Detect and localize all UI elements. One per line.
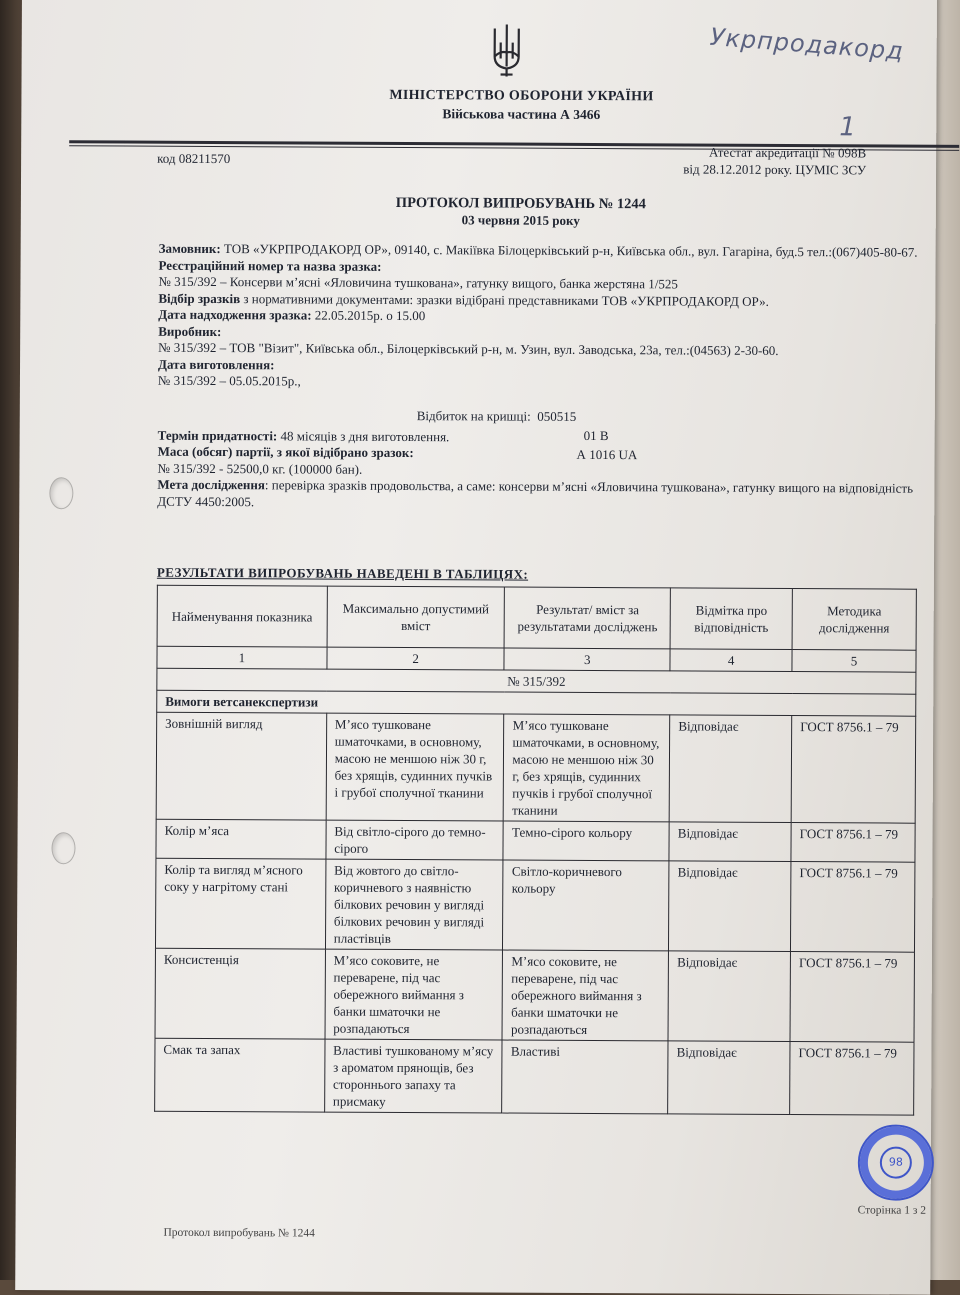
stamp-number: 98 xyxy=(880,1147,912,1179)
indicator-name: Колір м’яса xyxy=(156,819,326,859)
results-heading: РЕЗУЛЬТАТИ ВИПРОБУВАНЬ НАВЕДЕНІ В ТАБЛИЦЯХ: xyxy=(156,564,529,582)
production-label: Дата виготовлення: xyxy=(158,356,275,372)
trident-emblem-icon xyxy=(487,22,527,78)
header-cell: Найменування показника xyxy=(157,585,327,647)
official-stamp xyxy=(858,1124,934,1200)
lid-line1: 050515 xyxy=(537,408,577,424)
purpose-label: Мета дослідження xyxy=(157,476,265,493)
document-page xyxy=(15,0,937,1295)
sample-number: № 315/392 xyxy=(157,668,916,694)
column-number: 1 xyxy=(157,646,327,669)
mass-value: № 315/392 - 52500,0 кг. (100000 бан). xyxy=(157,460,363,477)
compliance-mark: Відповідає xyxy=(669,861,791,952)
result: Світло-коричневого кольору xyxy=(503,860,669,951)
sampling-label: Відбір зразків xyxy=(158,290,241,306)
handwritten-note: Укрпродакорд xyxy=(708,22,905,66)
org-code: код 08211570 xyxy=(157,150,231,167)
table-row xyxy=(156,712,916,823)
footer-protocol: Протокол випробувань № 1244 xyxy=(163,1226,315,1240)
purpose-value: : перевірка зразків продовольства, а саме: консерви м’ясні «Яловичина тушкована», гатунку вищого на відповідність ДСТУ 4450:2005. xyxy=(157,477,914,509)
shelf-label: Термін придатності: xyxy=(157,427,278,443)
compliance-mark: Відповідає xyxy=(669,822,791,862)
method: ГОСТ 8756.1 – 79 xyxy=(790,952,914,1043)
table-row xyxy=(155,948,914,1042)
arrival-label: Дата надходження зразка: xyxy=(158,306,312,323)
accreditation-line2: від 28.12.2012 року. ЦУМІС ЗСУ xyxy=(683,161,867,178)
production-value: № 315/392 – 05.05.2015р., xyxy=(157,372,301,389)
indicator-name: Зовнішній вигляд xyxy=(156,712,326,820)
protocol-date: 03 червня 2015 року xyxy=(461,212,580,228)
manufacturer-value: № 315/392 – ТОВ "Візит", Київська обл., Білоцерківський р-н, м. Узин, вул. Заводська, 23а, тел.:(04563) 2-30-60. xyxy=(158,339,779,358)
table-row xyxy=(155,858,914,952)
column-number: 4 xyxy=(670,649,792,672)
section-title: Вимоги ветсанекспертизи xyxy=(157,690,916,716)
method: ГОСТ 8756.1 – 79 xyxy=(790,1042,914,1116)
result: М’ясо тушковане шматочками, в основному, масою не меншою ніж 30 г, без хрящів, судинних пучків і грубої сполучної тканини xyxy=(504,714,670,822)
method: ГОСТ 8756.1 – 79 xyxy=(791,862,915,953)
purpose xyxy=(157,477,927,514)
protocol-title: ПРОТОКОЛ ВИПРОБУВАНЬ № 1244 xyxy=(395,194,646,213)
protocol-info xyxy=(157,241,928,514)
page-number: Сторінка 1 з 2 xyxy=(857,1204,927,1217)
reg-value: № 315/392 – Консерви м’ясні «Яловичина тушкована», гатунку вищого, банка жерстяна 1/525 xyxy=(158,273,678,292)
table-row xyxy=(155,1038,914,1115)
mass-label: Маса (обсяг) партії, з якої відібрано зразок: xyxy=(157,443,414,461)
max-content: М’ясо тушковане шматочками, в основному, масою не меншою ніж 30 г, без хрящів, судинних пучків і грубої сполучної тканини xyxy=(326,713,504,821)
accreditation xyxy=(641,143,866,178)
arrival-value: 22.05.2015р. о 15.00 xyxy=(314,307,426,324)
punch-hole xyxy=(51,832,75,864)
table-header-row xyxy=(157,585,916,650)
handwritten-page-number: 1 xyxy=(839,112,856,143)
results-table xyxy=(154,585,917,1116)
column-number: 2 xyxy=(327,647,505,670)
indicator-name: Консистенція xyxy=(155,948,325,1039)
max-content: Властиві тушкованому м’ясу з ароматом прянощів, без стороннього запаху та присмаку xyxy=(324,1039,502,1113)
shelf-value: 48 місяців з дня виготовлення. xyxy=(280,427,450,444)
indicator-name: Колір та вигляд м’ясного соку у нагрітому стані xyxy=(155,858,325,949)
lid-line2: 01 В xyxy=(583,427,609,444)
sampling-value: з нормативними документами: зразки відібрані представниками ТОВ «УКРПРОДАКОРД ОР». xyxy=(243,290,769,309)
lid-line3: А 1016 UA xyxy=(576,446,638,463)
column-number: 3 xyxy=(504,648,670,671)
compliance-mark: Відповідає xyxy=(668,1041,790,1115)
result: М’ясо соковите, не переварене, під час обережного виймання з банки шматочки не розпадаються xyxy=(502,950,668,1041)
header-cell: Результат/ вміст за результатами досліджень xyxy=(505,587,671,649)
ministry-title: МІНІСТЕРСТВО ОБОРОНИ УКРАЇНИ xyxy=(389,87,654,105)
result: Властиві xyxy=(502,1040,668,1114)
lid-label: Відбиток на кришці: xyxy=(416,408,531,424)
header-cell: Максимально допустимий вміст xyxy=(327,586,505,648)
indicator-name: Смак та запах xyxy=(155,1038,325,1112)
header-cell: Відмітка про відповідність xyxy=(670,588,792,650)
compliance-mark: Відповідає xyxy=(668,951,790,1042)
lid-imprint xyxy=(417,406,638,464)
method: ГОСТ 8756.1 – 79 xyxy=(791,716,915,824)
max-content: М’ясо соковите, не переварене, під час обережного виймання з банки шматочки не розпадаються xyxy=(325,949,503,1040)
max-content: Від світло-сірого до темно-сірого xyxy=(326,820,504,860)
military-unit: Військова частина А 3466 xyxy=(442,106,601,123)
manufacturer-label: Виробник: xyxy=(158,323,222,339)
customer-label: Замовник: xyxy=(158,240,221,257)
reg-label: Реєстраційний номер та назва зразка: xyxy=(158,257,382,274)
compliance-mark: Відповідає xyxy=(669,715,791,823)
header-cell: Методика дослідження xyxy=(792,589,916,651)
accreditation-line1: Атестат акредитації № 098В xyxy=(708,144,867,161)
punch-hole xyxy=(49,477,73,509)
max-content: Від жовтого до світло-коричневого з наявністю білкових речовин у вигляді білкових речовин у вигляді пластівців xyxy=(325,859,503,950)
column-number: 5 xyxy=(792,650,916,673)
customer-value: ТОВ «УКРПРОДАКОРД ОР», 09140, с. Макіївка Білоцерківський р-н, Київська обл., вул. Гагаріна, буд.5 тел.:(067)405-80-67. xyxy=(223,241,918,260)
result: Темно-сірого кольору xyxy=(503,821,669,861)
table-row xyxy=(156,819,915,862)
method: ГОСТ 8756.1 – 79 xyxy=(791,823,915,863)
